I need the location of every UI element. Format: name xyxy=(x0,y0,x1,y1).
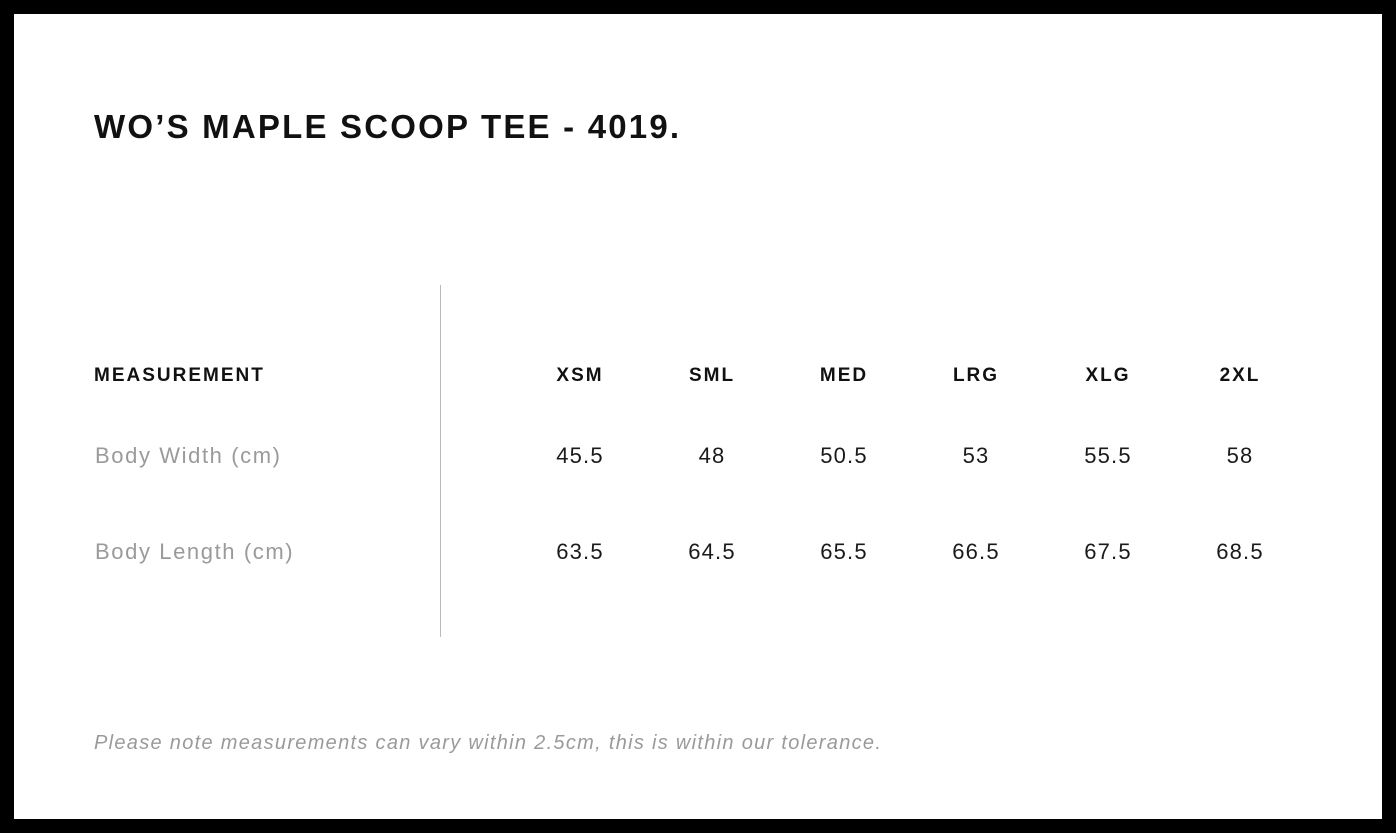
column-header-size-sml: SML xyxy=(688,365,736,386)
cell-body-width-xsm: 45.5 xyxy=(556,443,604,468)
cell-body-width-sml: 48 xyxy=(698,443,726,468)
cell-body-width-2xl: 58 xyxy=(1226,443,1254,468)
size-chart-table xyxy=(94,344,1306,600)
table-row xyxy=(94,504,1306,600)
cell-body-length-lrg: 66.5 xyxy=(952,539,1000,564)
column-header-measurement: MEASUREMENT xyxy=(94,365,265,386)
cell-body-length-xsm: 63.5 xyxy=(556,539,604,564)
cell-body-length-2xl: 68.5 xyxy=(1216,539,1264,564)
cell-body-width-lrg: 53 xyxy=(962,443,990,468)
row-label-body-width: Body Width (cm) xyxy=(95,443,282,468)
row-label-body-length: Body Length (cm) xyxy=(95,539,295,564)
column-header-size-2xl: 2XL xyxy=(1219,365,1261,386)
cell-body-width-med: 50.5 xyxy=(820,443,868,468)
column-header-size-med: MED xyxy=(819,365,869,386)
table-row xyxy=(94,408,1306,504)
cell-body-length-med: 65.5 xyxy=(820,539,868,564)
cell-body-width-xlg: 55.5 xyxy=(1084,443,1132,468)
cell-body-length-sml: 64.5 xyxy=(688,539,736,564)
table-header-row xyxy=(94,344,1306,408)
cell-body-length-xlg: 67.5 xyxy=(1084,539,1132,564)
column-header-size-lrg: LRG xyxy=(952,365,1000,386)
column-header-size-xlg: XLG xyxy=(1085,365,1131,386)
tolerance-note: Please note measurements can vary within 2.5cm, this is within our tolerance. xyxy=(94,732,883,754)
page-title: WO’S MAPLE SCOOP TEE - 4019. xyxy=(94,108,682,145)
column-header-size-xsm: XSM xyxy=(556,365,604,386)
size-chart-page xyxy=(14,14,1382,819)
